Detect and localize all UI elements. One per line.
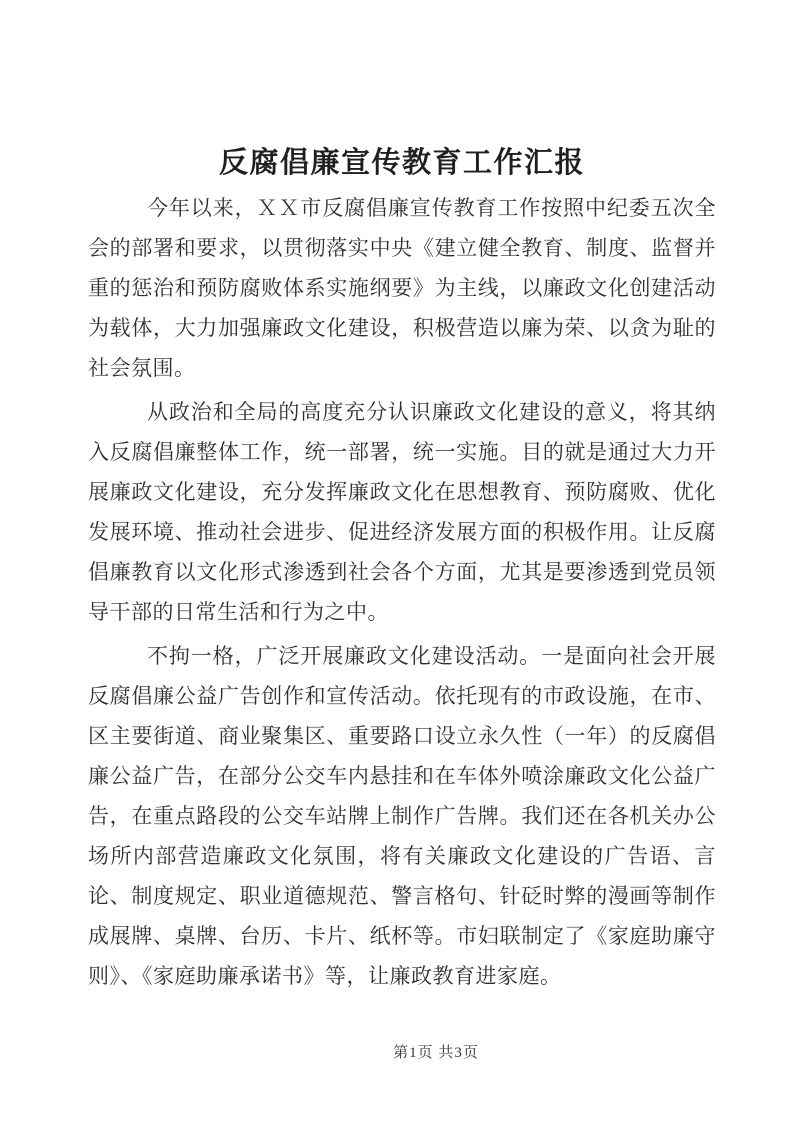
body-paragraph-1: 今年以来，ＸＸ市反腐倡廉宣传教育工作按照中纪委五次全会的部署和要求，以贯彻落实中央《建立健全教育、制度、监督并重的惩治和预防腐败体系实施纲要》为主线，以廉政文化创建活动为载体，大力加强廉政文化建设，积极营造以廉为荣、以贪为耻的社会氛围。	[88, 196, 716, 380]
body-paragraph-3: 不拘一格，广泛开展廉政文化建设活动。一是面向社会开展反腐倡廉公益广告创作和宣传活动。依托现有的市政设施，在市、区主要街道、商业聚集区、重要路口设立永久性（一年）的反腐倡廉公益广告，在部分公交车内悬挂和在车体外喷涂廉政文化公益广告，在重点路段的公交车站牌上制作广告牌。我们还在各机关办公场所内部营造廉政文化氛围，将有关廉政文化建设的广告语、言论、制度规定、职业道德规范、警言格句、针砭时弊的漫画等制作成展牌、桌牌、台历、卡片、纸杯等。市妇联制定了《家庭助廉守则》、《家庭助廉承诺书》等，让廉政教育进家庭。	[88, 644, 716, 988]
page-number-footer: 第1页 共3页	[393, 1045, 479, 1061]
body-paragraph-2: 从政治和全局的高度充分认识廉政文化建设的意义，将其纳入反腐倡廉整体工作，统一部署，统一实施。目的就是通过大力开展廉政文化建设，充分发挥廉政文化在思想教育、预防腐败、优化发展环境、推动社会进步、促进经济发展方面的积极作用。让反腐倡廉教育以文化形式渗透到社会各个方面，尤其是要渗透到党员领导干部的日常生活和行为之中。	[88, 400, 716, 624]
document-title: 反腐倡廉宣传教育工作汇报	[218, 147, 585, 179]
document-body	[88, 188, 716, 1000]
